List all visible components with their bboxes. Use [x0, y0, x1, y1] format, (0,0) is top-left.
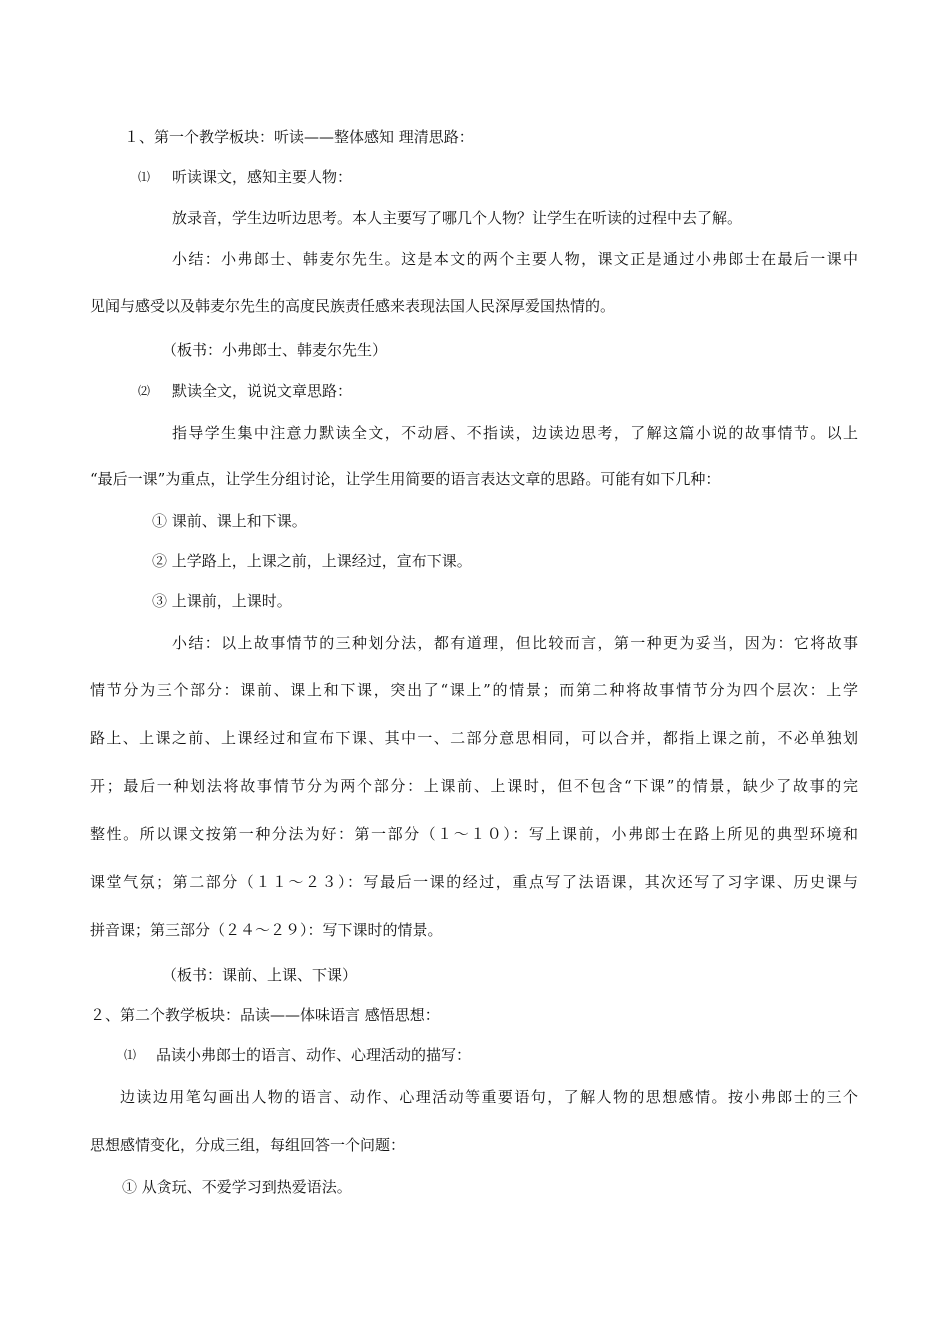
paragraph-line: 开；最后一种划法将故事情节分为两个部分：上课前、上课时，但不包含“下课”的情景，缺少了故事的完 — [90, 777, 858, 795]
paragraph-line: 思想感情变化，分成三组，每组回答一个问题： — [90, 1136, 406, 1154]
subsection-number-2: ⑵ — [138, 384, 151, 398]
subsection-heading-3: 品读小弗郎士的语言、动作、心理活动的描写： — [156, 1046, 472, 1064]
paragraph-line: 路上、上课之前、上课经过和宣布下课、其中一、二部分意思相同，可以合并，都指上课之前，不必单独划 — [90, 729, 858, 747]
paragraph-line: 小结：小弗郎士、韩麦尔先生。这是本文的两个主要人物，课文正是通过小弗郎士在最后一课中 — [172, 250, 858, 268]
option-item: ③ 上课前，上课时。 — [152, 592, 292, 610]
paragraph-line: 指导学生集中注意力默读全文，不动唇、不指读，边读边思考，了解这篇小说的故事情节。以上 — [172, 424, 858, 442]
section-heading-2: ２、第二个教学板块：品读——体味语言 感悟思想： — [90, 1006, 440, 1024]
subsection-number-3: ⑴ — [124, 1048, 137, 1062]
paragraph-line: 整性。所以课文按第一种分法为好：第一部分（１～１０）：写上课前，小弗郎士在路上所见的典型环境和 — [90, 825, 858, 843]
board-note: （板书：小弗郎士、韩麦尔先生） — [162, 341, 388, 359]
paragraph-line: 课堂气氛；第二部分（１１～２３）：写最后一课的经过，重点写了法语课，其次还写了习字课、历史课与 — [90, 873, 858, 891]
paragraph-line: 情节分为三个部分：课前、课上和下课，突出了“课上”的情景；而第二种将故事情节分为四个层次：上学 — [90, 681, 858, 699]
section-heading-1: １、第一个教学板块：听读——整体感知 理清思路： — [124, 128, 474, 146]
paragraph-line: “最后一课”为重点，让学生分组讨论，让学生用简要的语言表达文章的思路。可能有如下几种： — [90, 470, 721, 488]
board-note: （板书：课前、上课、下课） — [162, 966, 358, 984]
paragraph-line: 小结：以上故事情节的三种划分法，都有道理，但比较而言，第一种更为妥当，因为：它将故事 — [172, 634, 858, 652]
subsection-number-1: ⑴ — [138, 170, 151, 184]
subsection-heading-1: 听读课文，感知主要人物： — [172, 168, 353, 186]
option-item: ① 从贪玩、不爱学习到热爱语法。 — [122, 1178, 352, 1196]
paragraph-line: 拼音课；第三部分（２４～２９）：写下课时的情景。 — [90, 921, 443, 939]
paragraph-line: 边读边用笔勾画出人物的语言、动作、心理活动等重要语句，了解人物的思想感情。按小弗郎士的三个 — [120, 1088, 858, 1106]
option-item: ① 课前、课上和下课。 — [152, 512, 307, 530]
option-item: ② 上学路上，上课之前，上课经过，宣布下课。 — [152, 552, 472, 570]
subsection-heading-2: 默读全文，说说文章思路： — [172, 382, 353, 400]
paragraph-line: 见闻与感受以及韩麦尔先生的高度民族责任感来表现法国人民深厚爱国热情的。 — [90, 297, 616, 315]
paragraph-line: 放录音，学生边听边思考。本人主要写了哪几个人物？让学生在听读的过程中去了解。 — [172, 209, 743, 227]
